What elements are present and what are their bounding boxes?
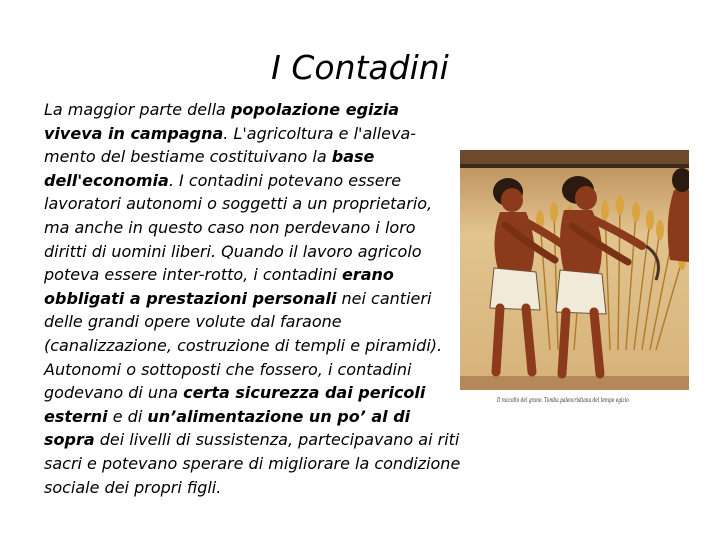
body-paragraph [44,98,462,499]
emphasized-text-run: certa sicurezza dai pericoli esterni [44,383,426,426]
emphasized-text-run: un’alimentazione un po’ al di sopra [44,406,411,450]
slide-title: I Contadini [271,48,449,87]
emphasized-text-run: base dell'economia [44,147,375,190]
text-run: nei cantieri delle grandi opere volute dal faraone (canalizzazione, costruzione di templi e piramidi). Autonomi o sottoposti che fossero, i contadini godevano di una [44,288,443,403]
text-run: . L'agricoltura e l'alleva-mento del bestiame costituivano la [44,123,417,167]
emphasized-text-run: erano obbligati a prestazioni personali [44,265,394,308]
image-caption: Il raccolto del grano. Tomba paleocristiana del tempo egizio [497,397,629,404]
text-run: . I contadini potevano essere lavoratori autonomi o soggetti a un proprietario, ma anche in questo caso non perdevano i loro diritti di uomini liberi. Quando il lavoro agricolo poteva essere inter-rotto, i contadini [44,170,433,285]
emphasized-text-run: popolazione egizia viveva in campagna [44,100,400,143]
fresco-image [460,150,689,390]
text-run: e di [107,406,148,426]
text-run: La maggior parte della [44,100,231,119]
text-run: dei livelli di sussistenza, partecipavano ai riti sacri e potevano sperare di migliorare la condizione sociale dei propri figli. [44,430,461,497]
harvest-fresco-illustration [460,150,689,390]
